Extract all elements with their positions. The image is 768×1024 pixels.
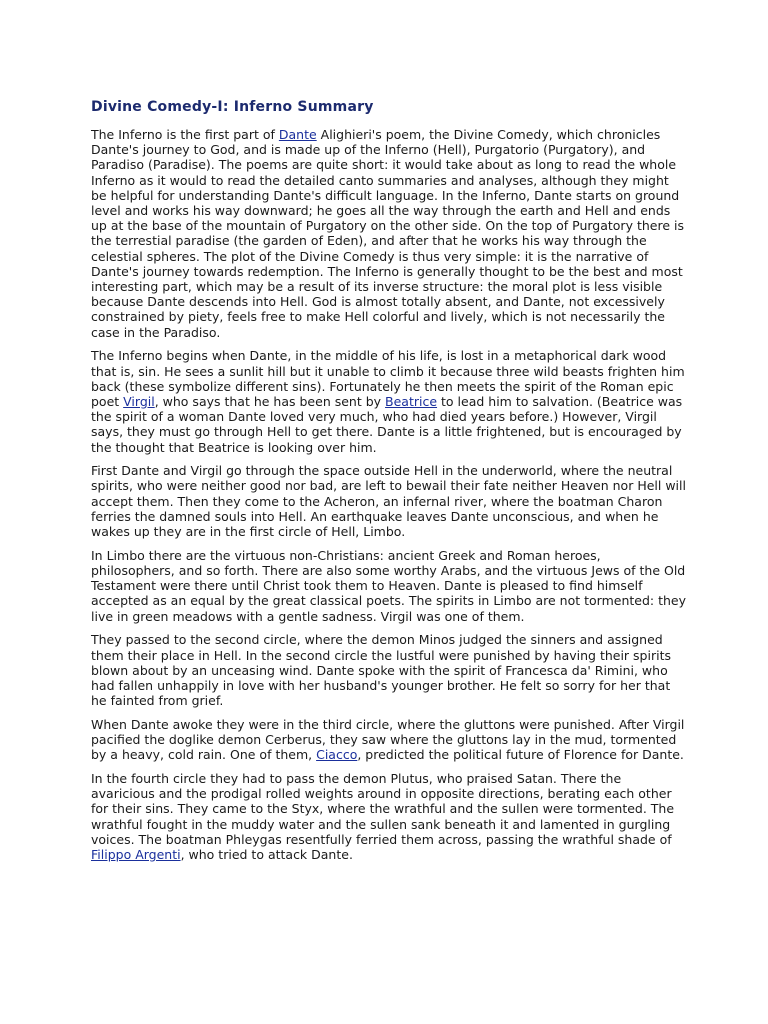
paragraph <box>91 463 687 539</box>
paragraph-text: The Inferno begins when Dante, in the middle of his life, is lost in a metaphorical dark wood that is, sin. He sees a sunlit hill but it unable to climb it because three wild beasts frighten him back (these symbolize different sins). Fortunately he then meets the spirit of the Roman epic poet <box>91 348 685 409</box>
paragraph-text: Alighieri's poem, the Divine Comedy, which chronicles Dante's journey to God, and is made up of the Inferno (Hell), Purgatorio (Purgatory), and Paradiso (Paradise). The poems are quite short: it would take about as long to read the whole Inferno as it would to read the detailed canto summaries and analyses, although they might be helpful for understanding Dante's difficult language. In the Inferno, Dante starts on ground level and works his way downward; he goes all the way through the earth and Hell and ends up at the base of the mountain of Purgatory on the other side. On the top of Purgatory there is the terrestial paradise (the garden of Eden), and after that he works his way through the celestial spheres. The plot of the Divine Comedy is thus very simple: it is the narrative of Dante's journey towards redemption. The Inferno is generally thought to be the best and most interesting part, which may be a result of its inverse structure: the moral plot is less visible because Dante descends into Hell. God is almost totally absent, and Dante, not excessively constrained by piety, feels free to make Hell colorful and lively, which is not necessarily the case in the Paradiso. <box>91 127 684 340</box>
filippo-argenti-link[interactable]: Filippo Argenti <box>91 846 181 862</box>
paragraph <box>91 771 687 862</box>
paragraph-text: When Dante awoke they were in the third circle, where the gluttons were punished. After Virgil pacified the doglike demon Cerberus, they saw where the gluttons lay in the mud, tormented by a heavy, cold rain. One of them, <box>91 716 685 763</box>
paragraph-text: In Limbo there are the virtuous non-Christians: ancient Greek and Roman heroes, philosophers, and so forth. There are also some worthy Arabs, and the virtuous Jews of the Old Testament were there until Christ took them to Heaven. Dante is pleased to find himself accepted as an equal by the great classical poets. The spirits in Limbo are not tormented: they live in green meadows with a gentle sadness. Virgil was one of them. <box>91 547 687 624</box>
virgil-link[interactable]: Virgil <box>123 393 155 409</box>
paragraph-text: First Dante and Virgil go through the space outside Hell in the underworld, where the neutral spirits, who were neither good nor bad, are left to bewail their fate neither Heaven nor Hell will accept them. Then they come to the Acheron, an infernal river, where the boatman Charon ferries the damned souls into Hell. An earthquake leaves Dante unconscious, and when he wakes up they are in the first circle of Hell, Limbo. <box>91 463 686 540</box>
paragraph-text: They passed to the second circle, where the demon Minos judged the sinners and assigned them their place in Hell. In the second circle the lustful were punished by having their spirits blown about by an unceasing wind. Dante spoke with the spirit of Francesca da' Rimini, who had fallen unhappily in love with her husband's younger brother. He felt so sorry for her that he fainted from grief. <box>91 632 671 709</box>
paragraph <box>91 717 687 763</box>
beatrice-link[interactable]: Beatrice <box>385 393 438 409</box>
paragraph-text: , predicted the political future of Florence for Dante. <box>357 747 684 763</box>
paragraph-text: In the fourth circle they had to pass the demon Plutus, who praised Satan. There the avaricious and the prodigal rolled weights around in opposite directions, berating each other for their sins. They came to the Styx, where the wrathful and the sullen were tormented. The wrathful fought in the muddy water and the sullen sank beneath it and lamented in gurgling voices. The boatman Phleygas resentfully ferried them across, passing the wrathful shade of <box>91 770 675 847</box>
paragraph-text: , who says that he has been sent by <box>154 393 386 409</box>
paragraph-text: , who tried to attack Dante. <box>180 846 353 862</box>
ciacco-link[interactable]: Ciacco <box>316 747 358 763</box>
paragraph-text: to lead him to salvation. (Beatrice was the spirit of a woman Dante loved very much, who had died years before.) However, Virgil says, they must go through Hell to get there. Dante is a little frightened, but is encouraged by the thought that Beatrice is looking over him. <box>91 393 683 455</box>
document-page <box>91 98 687 871</box>
paragraph-text: The Inferno is the first part of <box>91 127 279 142</box>
paragraph <box>91 127 687 340</box>
paragraph <box>91 548 687 624</box>
paragraph <box>91 632 687 708</box>
page-title: Divine Comedy-I: Inferno Summary <box>91 99 374 115</box>
paragraph <box>91 348 687 454</box>
dante-link[interactable]: Dante <box>278 127 317 142</box>
